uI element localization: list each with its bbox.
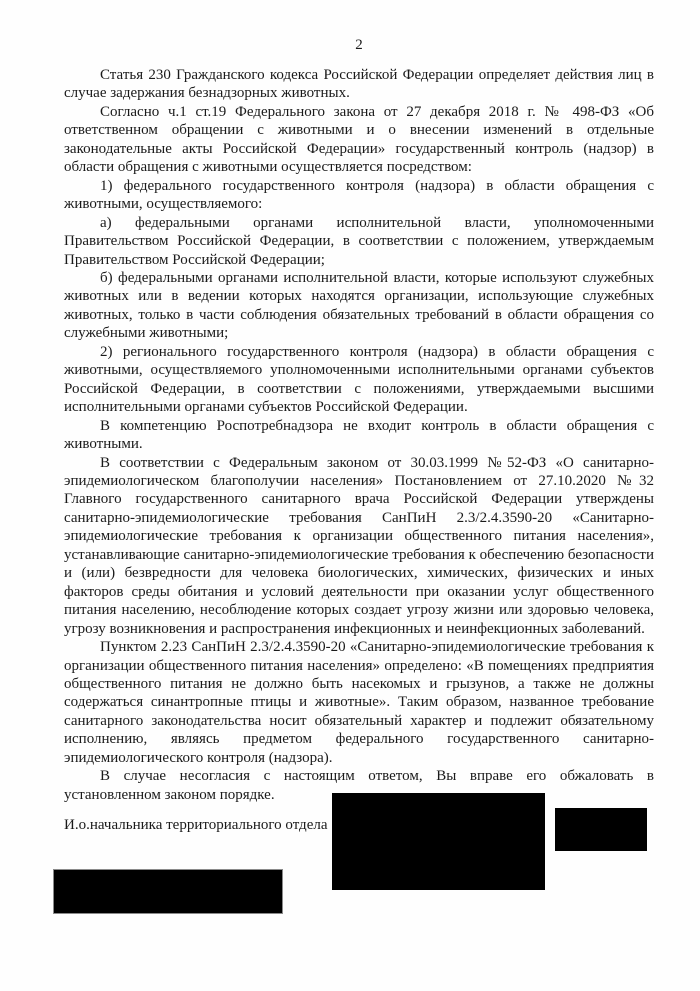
page-number: 2: [355, 37, 363, 53]
redaction-contact-info: [53, 869, 283, 914]
paragraph: В компетенцию Роспотребнадзора не входит контроль в области обращения с животными.: [64, 417, 654, 453]
paragraph: а) федеральными органами исполнительной власти, уполномоченными Правительством Российской Федерации, в соответствии с положением, утверждаемым Правительством Российской Федерации;: [64, 214, 654, 268]
paragraph: Статья 230 Гражданского кодекса Российской Федерации определяет действия лиц в случае задержания безнадзорных животных.: [64, 67, 654, 102]
paragraph: В случае несогласия с настоящим ответом, Вы вправе его обжаловать в установленном законом порядке.: [64, 768, 654, 803]
document-body: [64, 66, 654, 804]
redaction-signature-stamp: [332, 793, 545, 890]
paragraph: Пунктом 2.23 СанПиН 2.3/2.4.3590-20 «Санитарно-эпидемиологические требования к организации общественного питания населения» определено: «В помещениях предприятия общественного питания не должно быть насекомых и грызунов, а также не должны содержаться синантропные птицы и животные». Таким образом, названное требование санитарного законодательства носит обязательный характер и подлежит обязательному исполнению, являясь предметом федерального государственного санитарно-эпидемиологического контроля (надзора).: [64, 639, 654, 766]
paragraph: б) федеральными органами исполнительной власти, которые используют служебных животных или в ведении которых находятся организации, использующие служебных животных, только в части соблюдения обязательных требований в области обращения со служебными животными;: [64, 269, 654, 342]
paragraph: 2) регионального государственного контроля (надзора) в области обращения с животными, осуществляемого уполномоченными исполнительными органами субъектов Российской Федерации, в соответствии с положениями, утверждаемыми высшими исполнительными органами субъектов Российской Федерации.: [64, 343, 654, 416]
paragraph: Согласно ч.1 ст.19 Федерального закона от 27 декабря 2018 г. № 498-ФЗ «Об ответственном обращении с животными и о внесении изменений в отдельные законодательные акты Российской Федерации» государственный контроль (надзор) в области обращения с животными осуществляется посредством:: [64, 103, 654, 176]
redaction-signature: [555, 808, 647, 851]
paragraph: 1) федерального государственного контроля (надзора) в области обращения с животными, осуществляемого:: [64, 177, 654, 213]
signature-title: И.о.начальника территориального отдела: [64, 817, 328, 833]
paragraph: В соответствии с Федеральным законом от 30.03.1999 №52-ФЗ «О санитарно-эпидемиологическом благополучии населения» Постановлением от 27.10.2020 №32 Главного государственного санитарного врача Российской Федерации утверждены санитарно-эпидемиологические требования СанПиН 2.3/2.4.3590-20 «Санитарно-эпидемиологические требования к организации общественного питания населения», устанавливающие санитарно-эпидемиологические требования к обеспечению безопасности и (или) безвредности для человека биологических, химических, физических и иных факторов среды обитания и условий деятельности при оказании услуг общественного питания населению, несоблюдение которых создает угрозу жизни или здоровью человека, угрозу возникновения и распространения инфекционных и неинфекционных заболеваний.: [64, 454, 654, 637]
